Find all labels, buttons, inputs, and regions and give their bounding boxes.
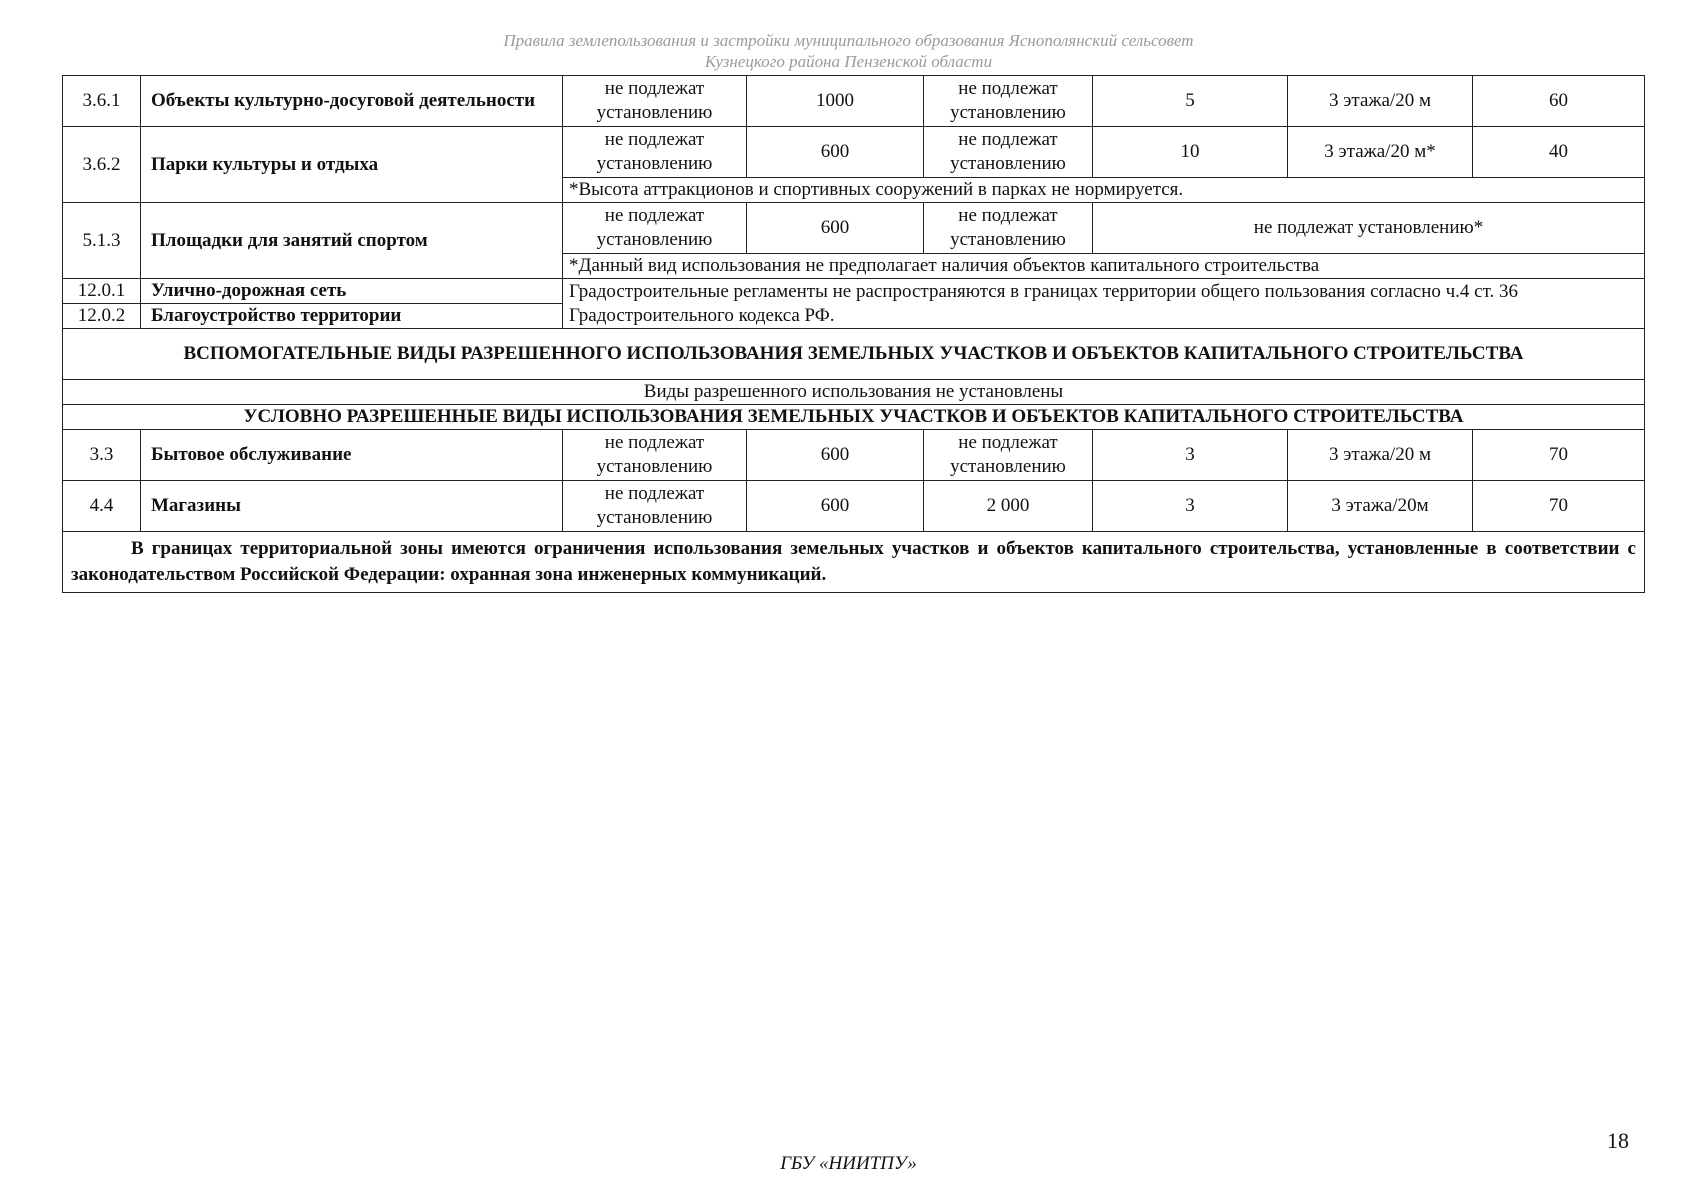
table-row bbox=[63, 203, 1645, 254]
table-row bbox=[63, 481, 1645, 532]
general-use-text: Градостроительные регламенты не распространяются в границах территории общего пользования согласно ч.4 ст. 36 Градостроительного кодекса РФ. bbox=[563, 279, 1645, 329]
min-area: 600 bbox=[747, 203, 924, 254]
min-setback: 10 bbox=[1093, 127, 1288, 178]
table-row bbox=[63, 127, 1645, 178]
max-area: не подлежат установлению bbox=[924, 430, 1093, 481]
table-row bbox=[63, 279, 1645, 304]
merged-parameters: не подлежат установлению* bbox=[1093, 203, 1645, 254]
max-area: не подлежат установлению bbox=[924, 127, 1093, 178]
max-height: 3 этажа/20 м* bbox=[1288, 127, 1473, 178]
use-name: Благоустройство территории bbox=[141, 304, 563, 329]
use-code: 5.1.3 bbox=[63, 203, 141, 279]
page-header bbox=[0, 30, 1697, 72]
use-name: Улично-дорожная сеть bbox=[141, 279, 563, 304]
restrictions-row bbox=[63, 532, 1645, 593]
use-code: 12.0.1 bbox=[63, 279, 141, 304]
regulations-table bbox=[62, 75, 1645, 593]
use-code: 3.6.1 bbox=[63, 76, 141, 127]
min-setback: 3 bbox=[1093, 430, 1288, 481]
min-area: 600 bbox=[747, 430, 924, 481]
min-area: 600 bbox=[747, 127, 924, 178]
table-row bbox=[63, 430, 1645, 481]
conditional-heading: УСЛОВНО РАЗРЕШЕННЫЕ ВИДЫ ИСПОЛЬЗОВАНИЯ ЗЕМЕЛЬНЫХ УЧАСТКОВ И ОБЪЕКТОВ КАПИТАЛЬНОГО СТРОИТЕЛЬСТВА bbox=[63, 405, 1645, 430]
min-area: 1000 bbox=[747, 76, 924, 127]
section-row bbox=[63, 329, 1645, 380]
max-height: 3 этажа/20 м bbox=[1288, 76, 1473, 127]
use-name: Магазины bbox=[141, 481, 563, 532]
min-plot-size: не подлежат установлению bbox=[563, 127, 747, 178]
use-code: 4.4 bbox=[63, 481, 141, 532]
page-footer: ГБУ «НИИТПУ» bbox=[780, 1153, 917, 1174]
auxiliary-heading: ВСПОМОГАТЕЛЬНЫЕ ВИДЫ РАЗРЕШЕННОГО ИСПОЛЬЗОВАНИЯ ЗЕМЕЛЬНЫХ УЧАСТКОВ И ОБЪЕКТОВ КАПИТАЛЬНОГО СТРОИТЕЛЬСТВА bbox=[63, 329, 1645, 380]
max-coverage: 70 bbox=[1473, 430, 1645, 481]
use-name: Объекты культурно-досуговой деятельности bbox=[141, 76, 563, 127]
restrictions-cell bbox=[63, 532, 1645, 593]
max-coverage: 70 bbox=[1473, 481, 1645, 532]
max-height: 3 этажа/20 м bbox=[1288, 430, 1473, 481]
max-coverage: 40 bbox=[1473, 127, 1645, 178]
use-code: 12.0.2 bbox=[63, 304, 141, 329]
min-plot-size: не подлежат установлению bbox=[563, 203, 747, 254]
header-line-2: Кузнецкого района Пензенской области bbox=[704, 52, 993, 71]
header-line-1: Правила землепользования и застройки муниципального образования Яснополянский сельсовет bbox=[503, 31, 1194, 50]
use-name: Площадки для занятий спортом bbox=[141, 203, 563, 279]
use-code: 3.3 bbox=[63, 430, 141, 481]
use-name: Бытовое обслуживание bbox=[141, 430, 563, 481]
section-row bbox=[63, 380, 1645, 405]
max-coverage: 60 bbox=[1473, 76, 1645, 127]
min-setback: 3 bbox=[1093, 481, 1288, 532]
restrictions-text: В границах территориальной зоны имеются ограничения использования земельных участков и объектов капитального строительства, установленные в соответствии с законодательством Российской Федерации: охранная зона инженерных коммуникаций. bbox=[71, 538, 1636, 585]
section-row bbox=[63, 405, 1645, 430]
max-area: не подлежат установлению bbox=[924, 203, 1093, 254]
min-plot-size: не подлежат установлению bbox=[563, 430, 747, 481]
max-area: 2 000 bbox=[924, 481, 1093, 532]
footnote: *Высота аттракционов и спортивных сооружений в парках не нормируется. bbox=[563, 178, 1645, 203]
min-setback: 5 bbox=[1093, 76, 1288, 127]
max-area: не подлежат установлению bbox=[924, 76, 1093, 127]
use-code: 3.6.2 bbox=[63, 127, 141, 203]
use-name: Парки культуры и отдыха bbox=[141, 127, 563, 203]
min-plot-size: не подлежат установлению bbox=[563, 76, 747, 127]
auxiliary-text: Виды разрешенного использования не установлены bbox=[63, 380, 1645, 405]
min-plot-size: не подлежат установлению bbox=[563, 481, 747, 532]
table-row bbox=[63, 76, 1645, 127]
min-area: 600 bbox=[747, 481, 924, 532]
max-height: 3 этажа/20м bbox=[1288, 481, 1473, 532]
footnote: *Данный вид использования не предполагает наличия объектов капитального строительства bbox=[563, 254, 1645, 279]
page-number: 18 bbox=[1607, 1128, 1629, 1153]
